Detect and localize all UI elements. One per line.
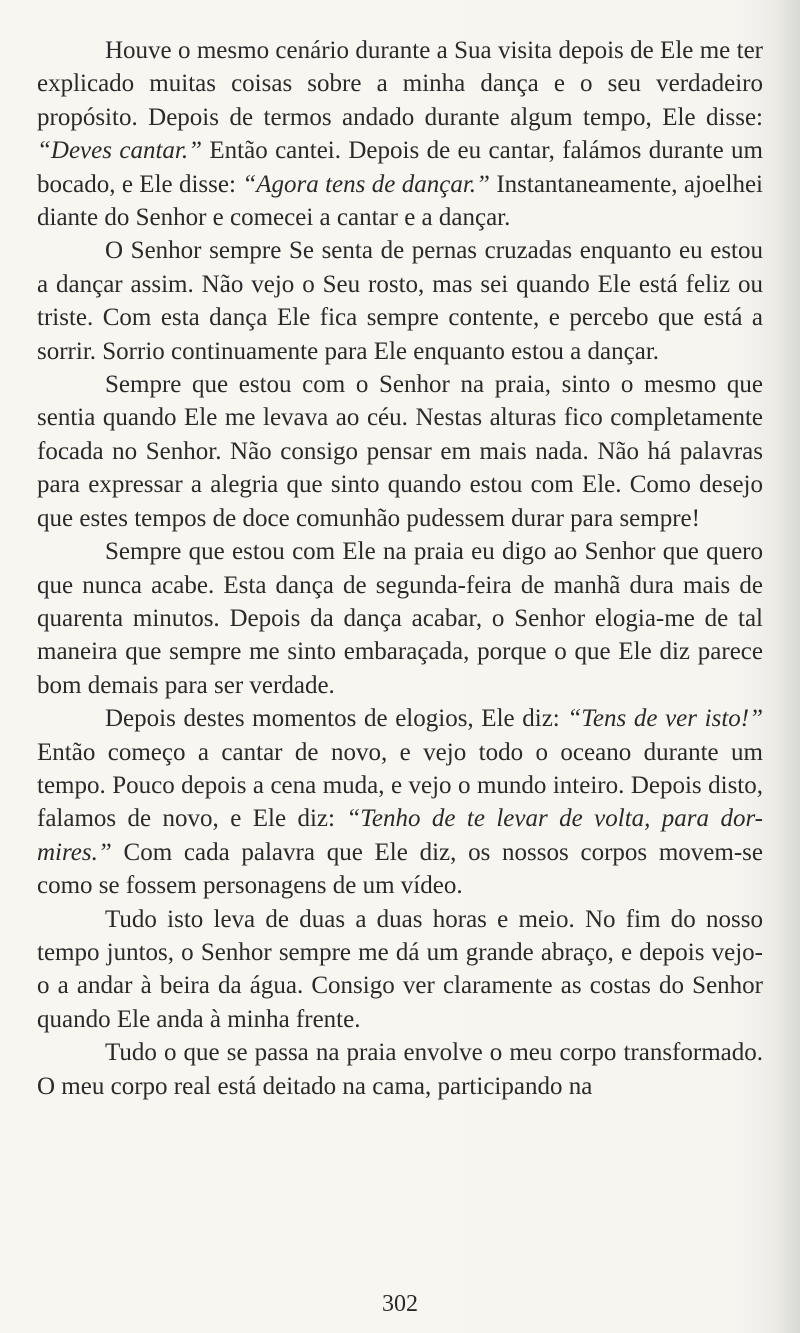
paragraph-7: Tudo o que se passa na praia envolve o meu corpo transformado. O meu corpo real está deitado na cama, participando na [37,1039,763,1100]
paragraph-1: Houve o mesmo cenário durante a Sua visita depois de Ele me ter explicado muitas coisas sobre a minha dança e o seu verdadeiro propósito. Depois de termos andado durante algum tempo, Ele disse: “Deves cantar.” Então cantei. Depois de eu cantar, falámos durante um bocado, e Ele disse: “Agora tens de dançar.” Instantaneamente, ajoelhei diante do Senhor e comecei a cantar e a dançar. [37,37,763,232]
paragraph-4: Sempre que estou com Ele na praia eu digo ao Senhor que quero que nunca acabe. Esta dança de segunda-feira de manhã dura mais de quarenta minutos. Depois da dança acabar, o Senhor elogia-me de tal maneira que sempre me sinto embaraçada, porque o que Ele diz parece bom demais para ser verdade. [37,538,763,699]
page-number: 302 [382,1291,418,1317]
paragraph-2: O Senhor sempre Se senta de pernas cruzadas enquanto eu estou a dançar assim. Não vejo o Seu rosto, mas sei quando Ele está feliz ou triste. Com esta dança Ele fica sempre contente, e percebo que está a sorrir. Sorrio continuamente para Ele enquanto estou a dançar. [37,237,763,365]
body-text [37,34,763,1103]
paragraph-3: Sempre que estou com o Senhor na praia, sinto o mesmo que sentia quando Ele me levava ao céu. Nestas alturas fico completamente focada no Senhor. Não consigo pensar em mais nada. Não há palavras para expressar a alegria que sinto quando estou com Ele. Como desejo que estes tempos de doce comunhão pudessem durar para sempre! [37,371,763,532]
paragraph-5: Depois destes momentos de elogios, Ele diz: “Tens de ver isto!” Então começo a cantar de novo, e vejo todo o oceano durante um tempo. Pouco depois a cena muda, e vejo o mundo inteiro. Depois disto, falamos de novo, e Ele diz: “Tenho de te levar de volta, para dor-mires.” Com cada palavra que Ele diz, os nossos corpos movem-se como se fossem personagens de um vídeo. [37,705,764,900]
paragraph-6: Tudo isto leva de duas a duas horas e meio. No fim do nosso tempo juntos, o Senhor sempre me dá um grande abraço, e depois vejo-o a andar à beira da água. Consigo ver claramente as costas do Senhor quando Ele anda à minha frente. [37,905,763,1033]
